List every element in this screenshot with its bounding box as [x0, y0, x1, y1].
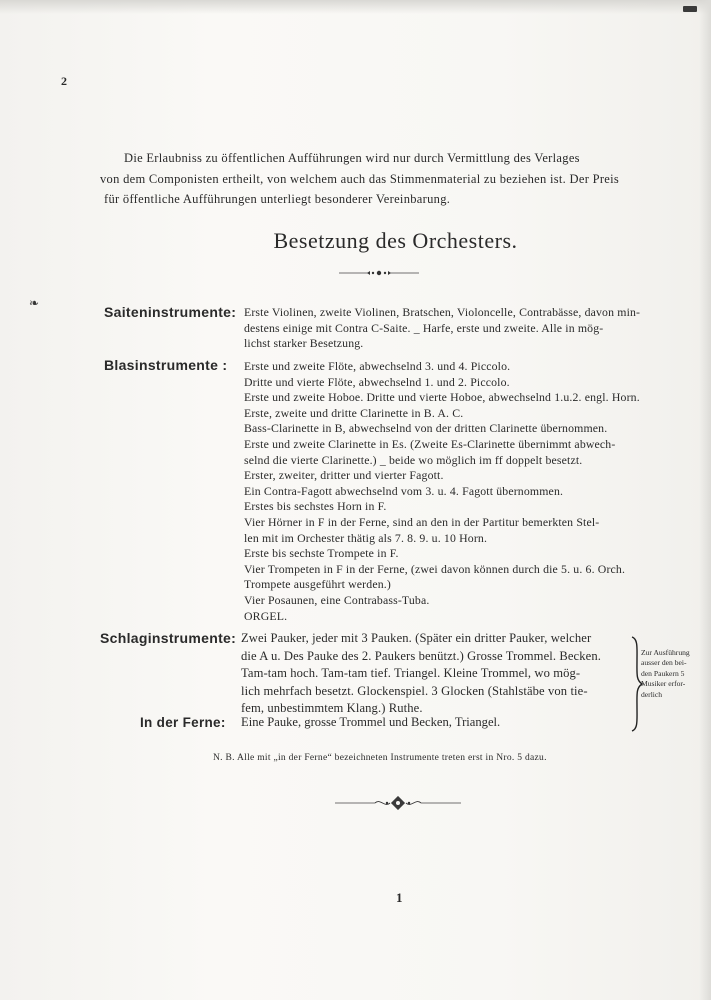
- blas-line: Ein Contra-Fagott abwechselnd vom 3. u. 4. Fagott übernommen.: [244, 483, 564, 498]
- section-label-blas: Blasinstrumente :: [104, 357, 228, 373]
- ferne-text: Eine Pauke, grosse Trommel und Becken, Triangel.: [241, 715, 501, 729]
- blas-line: Erste und zweite Flöte, abwechselnd 3. und 4. Piccolo.: [244, 359, 511, 373]
- intro-paragraph: [100, 148, 620, 210]
- ornament-flourish-icon: [335, 796, 461, 810]
- schlag-line: fem, unbestimmtem Klang.) Ruthe.: [241, 701, 423, 716]
- blas-line: Dritte und vierte Flöte, abwechselnd 1. und 2. Piccolo.: [244, 374, 510, 389]
- blas-line: ORGEL.: [244, 608, 288, 623]
- blas-line: len mit im Orchester thätig als 7. 8. 9. u. 10 Horn.: [244, 530, 488, 545]
- section-label-ferne: In der Ferne:: [140, 715, 226, 730]
- page-title: [0, 228, 711, 254]
- blas-line: Vier Trompeten in F in der Ferne, (zwei davon können durch die 5. u. 6. Orch.: [244, 561, 626, 576]
- blas-line: Erste bis sechste Trompete in F.: [244, 546, 399, 561]
- ornament-divider-icon: [339, 268, 419, 278]
- intro-line: für öffentliche Aufführungen unterliegt besonderer Vereinbarung.: [104, 192, 451, 206]
- intro-line: von dem Componisten ertheilt, von welchem auch das Stimmenmaterial zu beziehen ist. Der Preis: [100, 171, 620, 186]
- side-note-line: Musiker erfor-: [641, 679, 686, 689]
- saiten-text: [244, 305, 640, 352]
- page-number-top: 2: [61, 74, 67, 88]
- side-note: [641, 648, 690, 700]
- side-note-line: Zur Ausführung: [641, 648, 690, 657]
- page-title-text: Besetzung des Orchesters.: [273, 228, 518, 253]
- page-top-shadow: [0, 0, 711, 14]
- saiten-line: destens einige mit Contra C-Saite. _ Harfe, erste und zweite. Alle in mög-: [244, 320, 604, 335]
- section-label-saiten: Saiteninstrumente:: [104, 304, 237, 320]
- schlag-line: Zwei Pauker, jeder mit 3 Pauken. (Später ein dritter Pauker, welcher: [241, 631, 592, 645]
- corner-mark: [683, 6, 697, 12]
- page-right-shadow: [699, 0, 711, 1000]
- saiten-line: Erste Violinen, zweite Violinen, Bratschen, Violoncelle, Contrabässe, davon min-: [244, 305, 641, 319]
- side-note-line: ausser den bei-: [641, 658, 687, 668]
- blas-line: Erster, zweiter, dritter und vierter Fagott.: [244, 468, 444, 483]
- blas-line: selnd die vierte Clarinette.) _ beide wo möglich im ff doppelt besetzt.: [244, 452, 583, 467]
- schlag-line: lich mehrfach besetzt. Glockenspiel. 3 Glocken (Stahlstäbe von tie-: [241, 683, 588, 698]
- intro-line: Die Erlaubniss zu öffentlichen Aufführungen wird nur durch Vermittlung des Verlages: [124, 151, 580, 165]
- schlag-text: [241, 630, 601, 718]
- blas-line: Vier Hörner in F in der Ferne, sind an den in der Partitur bemerkten Stel-: [244, 514, 600, 529]
- page-number-bottom: 1: [396, 890, 403, 905]
- side-note-line: derlich: [641, 689, 663, 699]
- blas-text: [244, 359, 640, 624]
- blas-line: Erste, zweite und dritte Clarinette in B. A. C.: [244, 405, 464, 420]
- side-note-line: den Paukern 5: [641, 668, 685, 678]
- blas-line: Bass-Clarinette in B, abwechselnd von der dritten Clarinette übernommen.: [244, 421, 608, 436]
- schlag-line: die A u. Des Pauke des 2. Paukers benützt.) Grosse Trommel. Becken.: [241, 648, 601, 663]
- blas-line: Erste und zweite Hoboe. Dritte und vierte Hoboe, abwechselnd 1.u.2. engl. Horn.: [244, 390, 640, 405]
- saiten-line: lichst starker Besetzung.: [244, 336, 364, 351]
- blas-line: Vier Posaunen, eine Contrabass-Tuba.: [244, 592, 430, 607]
- blas-line: Erstes bis sechstes Horn in F.: [244, 499, 387, 514]
- nota-bene: N. B. Alle mit „in der Ferne“ bezeichneten Instrumente treten erst in Nro. 5 dazu.: [213, 753, 547, 763]
- blas-line: Erste und zweite Clarinette in Es. (Zweite Es-Clarinette übernimmt abwech-: [244, 436, 616, 451]
- schlag-line: Tam-tam hoch. Tam-tam tief. Triangel. Kleine Trommel, wo mög-: [241, 666, 581, 681]
- ink-smudge-icon: ❧: [29, 296, 40, 310]
- blas-line: Trompete ausgeführt werden.): [244, 577, 391, 592]
- section-label-schlag: Schlaginstrumente:: [100, 630, 237, 646]
